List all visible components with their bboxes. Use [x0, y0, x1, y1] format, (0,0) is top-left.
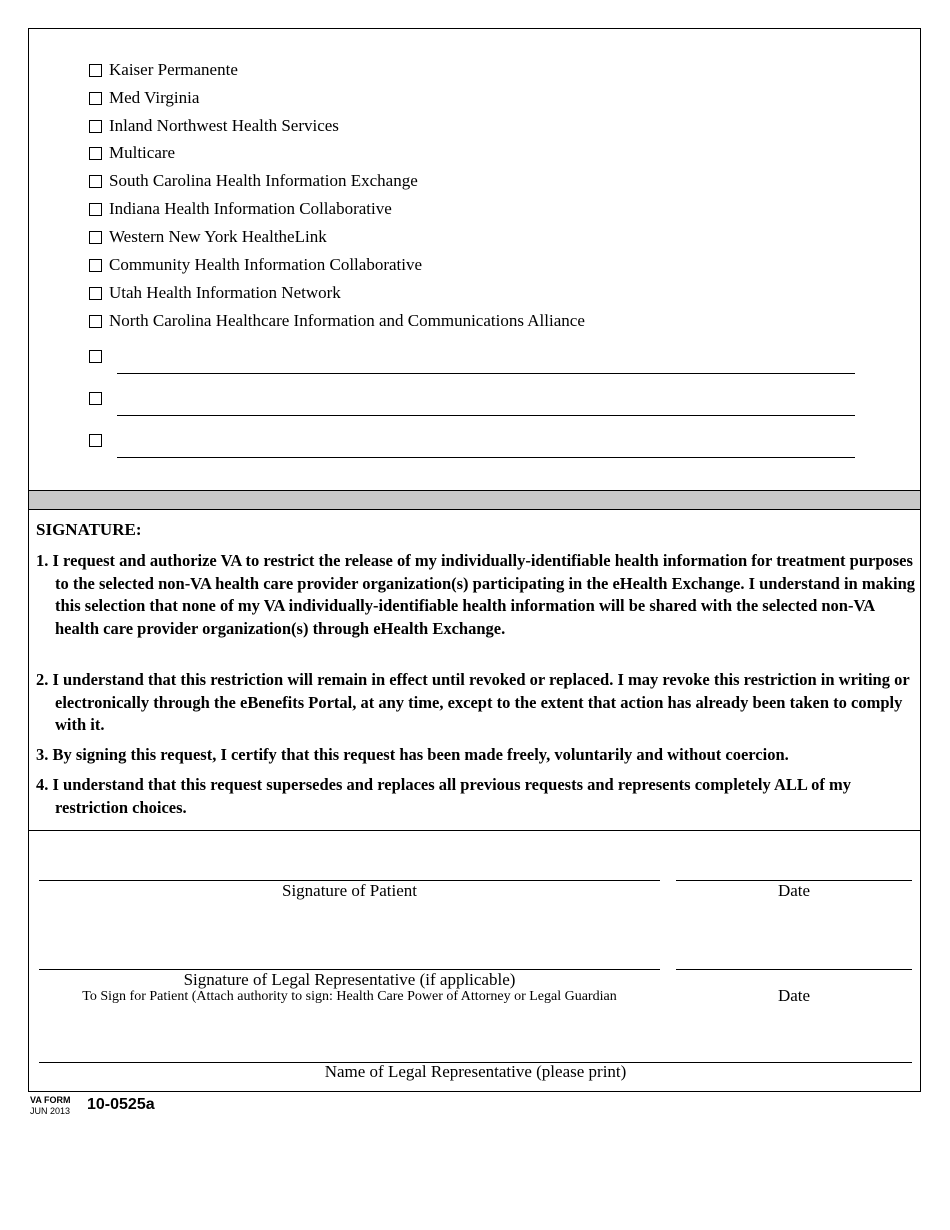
date-caption-2: Date	[777, 986, 811, 1005]
option-inland-northwest[interactable]	[89, 115, 339, 137]
patient-signature-caption: Signature of Patient	[281, 881, 418, 900]
option-label: Indiana Health Information Collaborative	[109, 199, 392, 218]
option-label: Multicare	[109, 143, 176, 162]
option-south-carolina-hie[interactable]	[89, 170, 418, 192]
option-indiana-hic[interactable]	[89, 198, 392, 220]
option-label: Med Virginia	[109, 88, 200, 107]
option-multicare[interactable]	[89, 142, 175, 164]
option-north-carolina-hica[interactable]	[89, 310, 585, 332]
checkbox[interactable]	[89, 259, 102, 272]
other-checkbox-2[interactable]	[89, 392, 102, 405]
checkbox[interactable]	[89, 147, 102, 160]
section-divider	[29, 830, 920, 831]
date-line-2[interactable]	[676, 969, 912, 970]
form-label: VA FORM	[30, 1095, 71, 1105]
option-label: South Carolina Health Information Exchange	[109, 171, 418, 190]
checkbox[interactable]	[89, 120, 102, 133]
signature-item-1: 1. I request and authorize VA to restrict the release of my individually-identifiable health information for treatment purposes to the selected non-VA health care provider organization(s) participating in the eHealth Exchange. I understand in making this selection that none of my VA individually-identifiable health information will be shared with the selected non-VA health care provider organization(s) through eHealth Exchange.	[36, 551, 916, 638]
legal-rep-signature-caption: Signature of Legal Representative (if applicable)	[183, 970, 516, 989]
checkbox[interactable]	[89, 203, 102, 216]
signature-item-2: 2. I understand that this restriction will remain in effect until revoked or replaced. I may revoke this restriction in writing or electronically through the eBenefits Portal, at any time, except to the extent that action has already been taken to comply with it.	[36, 670, 910, 734]
option-community-hic[interactable]	[89, 254, 422, 276]
legal-rep-name-caption: Name of Legal Representative (please print)	[324, 1062, 627, 1081]
signature-item-3: 3. By signing this request, I certify that this request has been made freely, voluntarily and without coercion.	[36, 745, 789, 764]
checkbox[interactable]	[89, 287, 102, 300]
checkbox[interactable]	[89, 64, 102, 77]
option-label: Kaiser Permanente	[109, 60, 238, 79]
signature-heading: SIGNATURE:	[36, 520, 142, 539]
option-med-virginia[interactable]	[89, 87, 199, 109]
other-entry-line-2[interactable]	[117, 415, 855, 416]
option-label: Utah Health Information Network	[109, 283, 341, 302]
other-checkbox-1[interactable]	[89, 350, 102, 363]
other-entry-line-1[interactable]	[117, 373, 855, 374]
other-entry-line-3[interactable]	[117, 457, 855, 458]
option-label: North Carolina Healthcare Information and Communications Alliance	[109, 311, 585, 330]
checkbox[interactable]	[89, 315, 102, 328]
option-label: Community Health Information Collaborative	[109, 255, 423, 274]
section-divider-band	[29, 490, 920, 510]
checkbox[interactable]	[89, 92, 102, 105]
option-western-ny-healthelink[interactable]	[89, 226, 327, 248]
other-checkbox-3[interactable]	[89, 434, 102, 447]
option-label: Inland Northwest Health Services	[109, 116, 339, 135]
form-number: 10-0525a	[87, 1096, 155, 1113]
checkbox[interactable]	[89, 175, 102, 188]
form-frame	[28, 28, 921, 1092]
form-date: JUN 2013	[30, 1106, 71, 1116]
date-caption-1: Date	[777, 881, 811, 900]
legal-rep-authority-note: To Sign for Patient (Attach authority to sign: Health Care Power of Attorney or Legal Guardian	[82, 989, 617, 1004]
option-kaiser-permanente[interactable]	[89, 59, 238, 81]
option-utah-hin[interactable]	[89, 282, 341, 304]
checkbox[interactable]	[89, 231, 102, 244]
option-label: Western New York HealtheLink	[109, 227, 327, 246]
signature-item-4: 4. I understand that this request supersedes and replaces all previous requests and represents completely ALL of my restriction choices.	[36, 775, 851, 817]
